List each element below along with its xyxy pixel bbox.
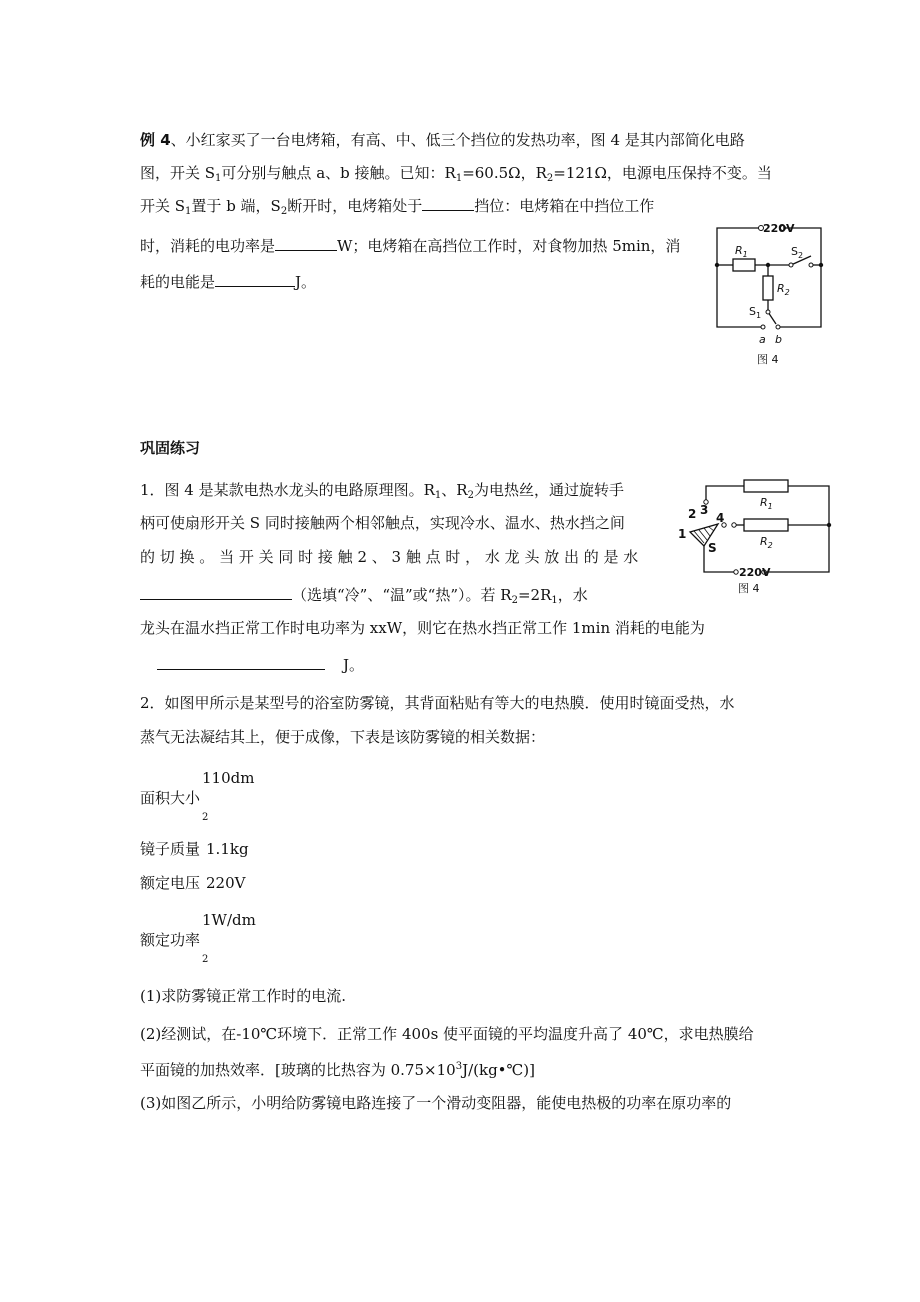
- example4-line3: 开关 $S_1$置于 b 端，$S_2$断开时，电烤箱处于 挡位：电烤箱在中挡位工作: [140, 197, 655, 217]
- fig2-contact1: 1: [678, 527, 687, 541]
- fig1-s2: $S_2$: [791, 245, 804, 260]
- q1-line6: J。: [157, 655, 364, 675]
- fig2-voltage: 220V: [739, 566, 771, 579]
- fig1-voltage: 220V: [763, 222, 795, 235]
- fig1-b: b: [775, 333, 782, 346]
- fig1-caption: 图 4: [757, 353, 779, 366]
- q1-line2: 柄可使扇形开关 S 同时接触两个相邻触点，实现冷水、温水、热水挡之间: [140, 514, 625, 532]
- fig2-caption: 图 4: [738, 582, 760, 595]
- example4-line1: 例 4、小红家买了一台电烤箱，有高、中、低三个挡位的发热功率，图 4 是其内部简化电路: [140, 131, 745, 149]
- answer-blank-power[interactable]: [275, 236, 337, 251]
- q2-part1: (1)求防雾镜正常工作时的电流.: [140, 987, 347, 1005]
- q2-part2-line1: (2)经测试，在-10℃环境下．正常工作 400s 使平面镜的平均温度升高了 40℃，求电热膜给: [140, 1025, 754, 1043]
- faucet-circuit-diagram: [668, 472, 840, 600]
- fig2-contact2: 2: [688, 507, 697, 521]
- q1-line4: （选填“冷”、“温”或“热”）。若 $R_2=2R_1$，水: [140, 585, 588, 611]
- q1-line1: 1．图 4 是某款电热水龙头的电路原理图。$R_1$、$R_2$为电热丝，通过旋转手: [140, 481, 624, 501]
- answer-blank-water[interactable]: [140, 585, 292, 600]
- fig2-switch-s: S: [708, 541, 717, 555]
- fig2-r1: $R_1$: [760, 496, 773, 511]
- spec-row-mass: 镜子质量 1.1kg: [140, 840, 249, 858]
- fig1-r1: $R_1$: [735, 244, 748, 259]
- spec-row-voltage: 额定电压 220V: [140, 874, 246, 892]
- q1-line3: 的 切 换 。 当 开 关 同 时 接 触 2 、 3 触 点 时 ， 水 龙 头 放 出 的 是 水: [140, 548, 639, 566]
- oven-circuit-diagram: [705, 212, 835, 372]
- q2-part3: (3)如图乙所示，小明给防雾镜电路连接了一个滑动变阻器，能使电热极的功率在原功率的: [140, 1094, 732, 1112]
- q2-part2-line2: 平面镜的加热效率．[玻璃的比热容为 $0.75\times 10^3J/(kg•℃)$]: [140, 1061, 536, 1079]
- example4-line5: 耗的电能是 J。: [140, 273, 317, 291]
- fig1-s1: $S_1$: [749, 305, 762, 320]
- answer-blank-gear[interactable]: [422, 196, 474, 211]
- answer-blank-energy[interactable]: [215, 272, 295, 287]
- answer-blank-heat-energy[interactable]: [157, 655, 325, 670]
- fig2-contact3: 3: [700, 503, 709, 517]
- example4-line4: 时，消耗的电功率是 W；电烤箱在高挡位工作时，对食物加热 5min，消: [140, 237, 681, 255]
- q2-line2: 蒸气无法凝结其上，便于成像，下表是该防雾镜的相关数据：: [140, 728, 546, 746]
- q2-line1: 2．如图甲所示是某型号的浴室防雾镜，其背面粘贴有等大的电热膜．使用时镜面受热，水: [140, 694, 735, 712]
- example4-line2: 图，开关 $S_1$可分别与触点 a、b 接触。已知：$R_1=60.5\Omega$，$R_2=121\Omega$，电源电压保持不变。当: [140, 164, 772, 184]
- example4-label: 例 4: [140, 131, 171, 149]
- fig2-contact4: 4: [716, 511, 725, 525]
- section-title: 巩固练习: [140, 439, 201, 457]
- fig1-a: a: [759, 333, 766, 346]
- fig1-r2: $R_2$: [777, 282, 790, 297]
- q1-line5: 龙头在温水挡正常工作时电功率为 xxW，则它在热水挡正常工作 1min 消耗的电能为: [140, 619, 705, 637]
- fig2-r2: $R_2$: [760, 535, 773, 550]
